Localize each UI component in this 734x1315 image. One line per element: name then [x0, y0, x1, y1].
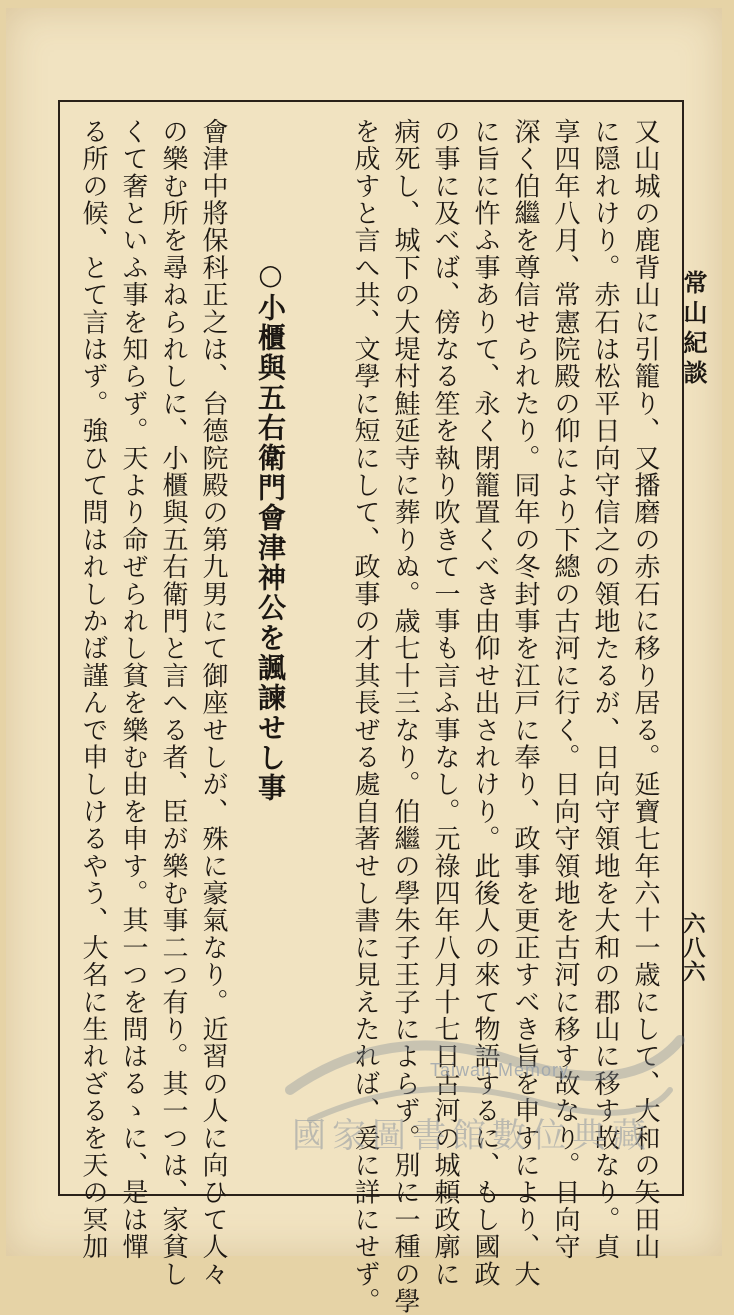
text-column: る所の候、とて言はず。強ひて問はれしかば謹んで申しけるやう、大名に生れざるを天の冥加	[78, 118, 108, 1261]
text-column: 會津中將保科正之は、台德院殿の第九男にて御座せしが、殊に豪氣なり。近習の人に向ひて人々	[198, 118, 228, 1288]
text-column: 又山城の鹿背山に引籠り、又播磨の赤石に移り居る。延寶七年六十一歳にして、大和の矢田山	[630, 118, 660, 1261]
page-number: 六八六	[680, 912, 706, 984]
text-column: の樂む所を尋ねられしに、小櫃與五右衛門と言へる者、臣が樂む事二つ有り。其一つは、家貧し	[158, 118, 188, 1288]
watermark-chinese: 國家圖書館數位典藏	[292, 1116, 652, 1156]
text-column: くて奢といふ事を知らず。天より命ぜられし貧を樂む由を申す。其一つを問はるゝに、是は憚	[118, 118, 148, 1261]
text-column: 深く伯繼を尊信せられたり。同年の冬封事を江戸に奉り、政事を更正すべき旨を申すにより、大	[510, 118, 540, 1288]
running-title: 常山紀談	[679, 270, 708, 390]
section-heading: ○小櫃與五右衛門會津神公を諷諫せし事	[254, 258, 287, 803]
text-column: 享四年八月、常憲院殿の仰により下總の古河に行く。日向守領地を古河に移す故なり。日向守	[550, 118, 580, 1261]
text-column: に隠れけり。赤石は松平日向守信之の領地たるが、日向守領地を大和の郡山に移す故なり。貞	[590, 118, 620, 1261]
text-column: の事に及べば、傍なる笙を執り吹きて一事も言ふ事なし。元祿四年八月十七日古河の城頼政廓に	[430, 118, 460, 1288]
text-column: に旨に忤ふ事ありて、永く閉籠置くべき由仰せ出されけり。此後人の來て物語するに、もし國政	[470, 118, 500, 1288]
text-column: 病死し、城下の大堤村鮭延寺に葬りぬ。歳七十三なり。伯繼の學朱子王子によらず。別に一種の學	[390, 118, 420, 1315]
text-column: を成すと言へ共、文學に短にして、政事の才其長ぜる處自著せし書に見えたれば、爰に詳にせず。	[350, 118, 380, 1315]
watermark-english: Taiwan Memory	[430, 1060, 570, 1080]
